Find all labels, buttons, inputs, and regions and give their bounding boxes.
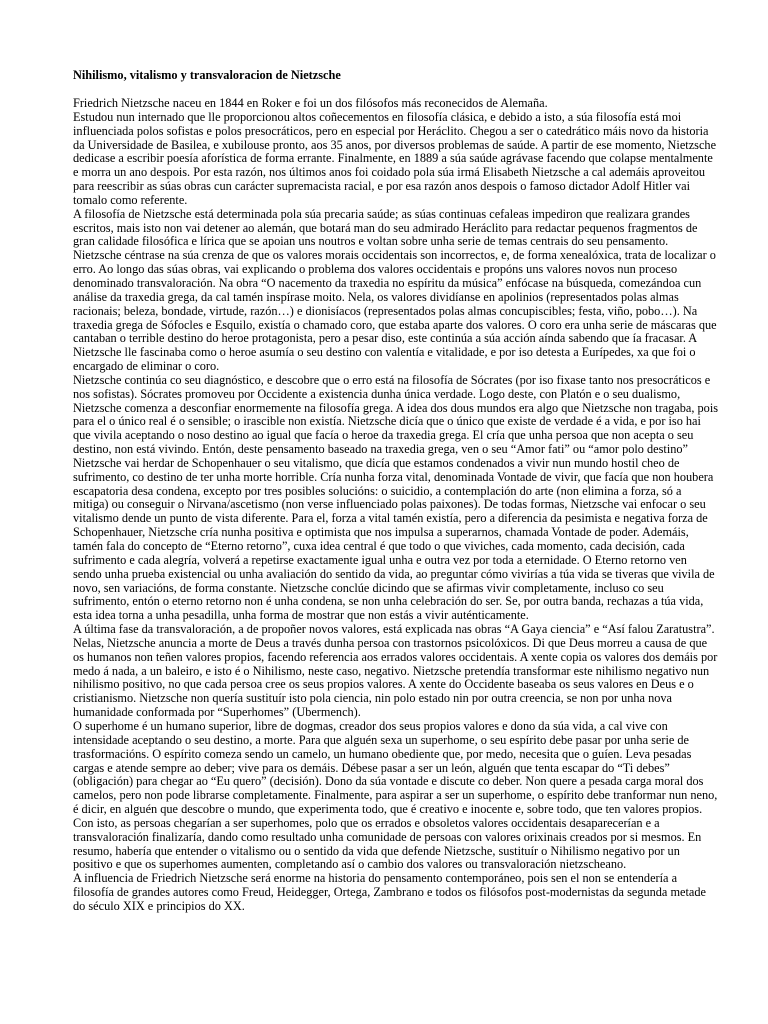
paragraph: Nietzsche continúa co seu diagnóstico, e descobre que o erro está na filosofía de Sócrates (por iso fixase tanto nos presocráticos e nos sofistas). Sócrates promoveu por Occidente a existencia dunha única verdade. Logo deste, con Platón e o seu dualismo, Nietzsche comenza a desconfiar enormemente na filosofía grega. A idea dos dous mundos era algo que Nietzsche non tragaba, pois para el o único real é o sensible; o irascible non existía. Nietzsche dicía que o único que existe de verdade é a vida, e por iso hai que vivila aceptando o noso destino ao igual que facía o heroe da traxedia grega. El cría que unha persoa que non acepta o seu destino, non está vivindo. Entón, deste pensamento baseado na traxedia grega, ven o seu “Amor fati” ou “amor polo destino” [73, 372, 719, 457]
paragraph: Friedrich Nietzsche naceu en 1844 en Roker e foi un dos filósofos más reconecidos de Alemaña. [73, 96, 548, 110]
paragraph: A influencia de Friedrich Nietzsche será enorme na historia do pensamento contemporáneo, pois sen el non se entendería a filosofía de grandes autores como Freud, Heidegger, Ortega, Zambrano e todos os filósofos post-modernistas da segunda metade do século XIX e principios do XX. [73, 871, 706, 913]
document-body [73, 97, 718, 914]
paragraph: Nietzsche céntrase na súa crenza de que os valores morais occidentais son incorrectos, e, de forma xenealóxica, trata de localizar o erro. Ao longo das súas obras, vai explicando o problema dos valores occidentais e propóns uns valores novos nun proceso denominado transvaloración. Na obra “O nacemento da traxedia no espíritu da música” enfócase na búsqueda, comezándoa cun análise da traxedia grega, da cal tamén inspírase moito. Nela, os valores dividíanse en apolinios (representados polas almas racionais; beleza, bondade, virtude, razón…) e dionisíacos (representados polas almas concupiscibles; festa, viño, pobo…). Na traxedia grega de Sófocles e Esquilo, existía o chamado coro, que estaba aparte dos valores. O coro era unha serie de máscaras que cantaban o terrible destino do heroe protagonista, pero a pesar diso, este continúa a súa acción aínda sabendo que ía fracasar. A Nietzsche lle fascinaba como o heroe asumía o seu destino con valentía e vitalidade, e por iso detesta a Eurípedes, xa que foi o encargado de eliminar o coro. [73, 248, 717, 374]
document-title: Nihilismo, vitalismo y transvaloracion de Nietzsche [73, 68, 341, 82]
paragraph: A filosofía de Nietzsche está determinada pola súa precaria saúde; as súas continuas cefaleas impediron que realizara grandes escritos, mais isto non vai detener ao alemán, que botará man do seu admirado Heráclito para redactar pequenos fragmentos de gran calidade filosófica e lírica que se apoian uns noutros e voltan sobre unha serie de temas centrais do seu pensamento. [73, 206, 698, 249]
paragraph: Nietzsche vai herdar de Schopenhauer o seu vitalismo, que dicía que estamos condenados a vivir nun mundo hostil cheo de sufrimento, co destino de ter unha morte horrible. Cría nunha forza vital, denominada Vontade de vivir, que facía que non houbera escapatoria desa condena, excepto por tres posibles solucións: o suicidio, a contemplación do arte (non elimina a forza, só a mitiga) ou conseguir o Nirvana/ascetismo (non verse influenciado polas paixones). De todas formas, Nietzsche vai enfocar o seu vitalismo dende un punto de vista diferente. Para el, forza a vital tamén existía, pero a diferencia da pesimista e negativa forza de Schopenhauer, Nietzsche cría nunha positiva e optimista que nos impulsa a superarnos, chamada Vontade de poder. Ademáis, tamén fala do concepto de “Eterno retorno”, cuxa idea central é que todo o que viviches, cada momento, cada decisión, cada sufrimento e cada alegría, volverá a repetirse exactamente igual unha e outra vez por toda a eternidade. O Eterno retorno ven sendo unha prueba existencial ou unha avaliación do sentido da vida, ao preguntar cómo vivirías a túa vida se tiveras que vivila de novo, sen variacións, de forma constante. Nietzsche conclúe dicindo que se afirmas vivir completamente, incluso co seu sufrimento, entón o eterno retorno non é unha condena, se non unha celebración do ser. Se, por outra banda, rechazas a túa vida, esta idea torna a unha pesadilla, unha forma de mostrar que non estás a vivir auténticamente. [73, 455, 715, 623]
paragraph: O superhome é un humano superior, libre de dogmas, creador dos seus propios valores e dono da súa vida, a cal vive con intensidade aceptando o seu destino, a morte. Para que alguén sexa un superhome, o seu espírito debe pasar por unha serie de trasformacións. O espírito comeza sendo un camelo, un humano obediente que, por medo, necesita que o guíen. Leva pesadas cargas e atende sempre ao deber; vive para os demáis. Débese pasar a ser un león, alguén que tenta escapar do “Ti debes” (obligación) para chegar ao “Eu quero” (decisión). Dono da súa vontade e discute co deber. Non quere a pesada carga moral dos camelos, pero non pode librarse completamente. Finalmente, para aspirar a ser un superhome, o espírito debe tranformar nun neno, é dicir, en alguén que descobre o mundo, que experimenta todo, que é creativo e inocente e, sobre todo, que ten valores propios. [73, 718, 718, 817]
paragraph: Estudou nun internado que lle proporcionou altos coñecementos en filosofía clásica, e debido a isto, a súa filosofía está moi influenciada polos sofistas e polos presocráticos, pero en especial por Heráclito. Chegou a ser o catedrático máis novo da historia da Universidade de Basilea, e xubilouse pronto, aos 35 anos, por diversos problemas de saúde. A partir de ese momento, Nietzsche dedicase a escribir poesía aforística de forma errante. Finalmente, en 1889 a súa saúde agrávase facendo que colapse mentalmente e morra un ano despois. Por esta razón, nos últimos anos foi coidado pola súa irmá Elisabeth Nietzsche a cal ademáis aproveitou para reescribir as súas obras cun carácter supremacista racial, e por esa razón anos despois o famoso dictador Adolf Hitler vai tomalo como referente. [73, 109, 717, 207]
paragraph: A última fase da transvaloración, a de propoñer novos valores, está explicada nas obras “A Gaya ciencia” e “Así falou Zaratustra”. Nelas, Nietzsche anuncia a morte de Deus a través dunha persoa con trastornos psicolóxicos. Di que Deus morreu a causa de que os humanos non teñen valores propios, facendo referencia aos errados valores occidentais. A xente copia os valores dos demáis por medo á nada, a un baleiro, e isto é o Nihilismo, neste caso, negativo. Nietzsche pretendía transformar este nihilismo negativo nun nihilismo positivo, no que cada persoa cree os seus propios valores. A xente do Occidente baseaba os seus valores en Deus e o cristianismo. Nietzsche non quería sustituír isto pola ciencia, nin polo estado nin por outra creencia, se non por unha nova humanidade conformada por “Superhomes” (Ubermench). [73, 622, 718, 720]
paragraph: Con isto, as persoas chegarían a ser superhomes, polo que os errados e obsoletos valores occidentais desaparecerían e a transvaloración finalizaría, dando como resultado unha comunidade de persoas con valores orixinais creados por si mesmos. En resumo, habería que entender o vitalismo ou o sentido da vida que defende Nietzsche, sustituír o Nihilismo negativo por un positivo e que os superhomes aumenten, completando así o cambio dos valores ou transvaloración nietzscheano. [73, 815, 702, 872]
